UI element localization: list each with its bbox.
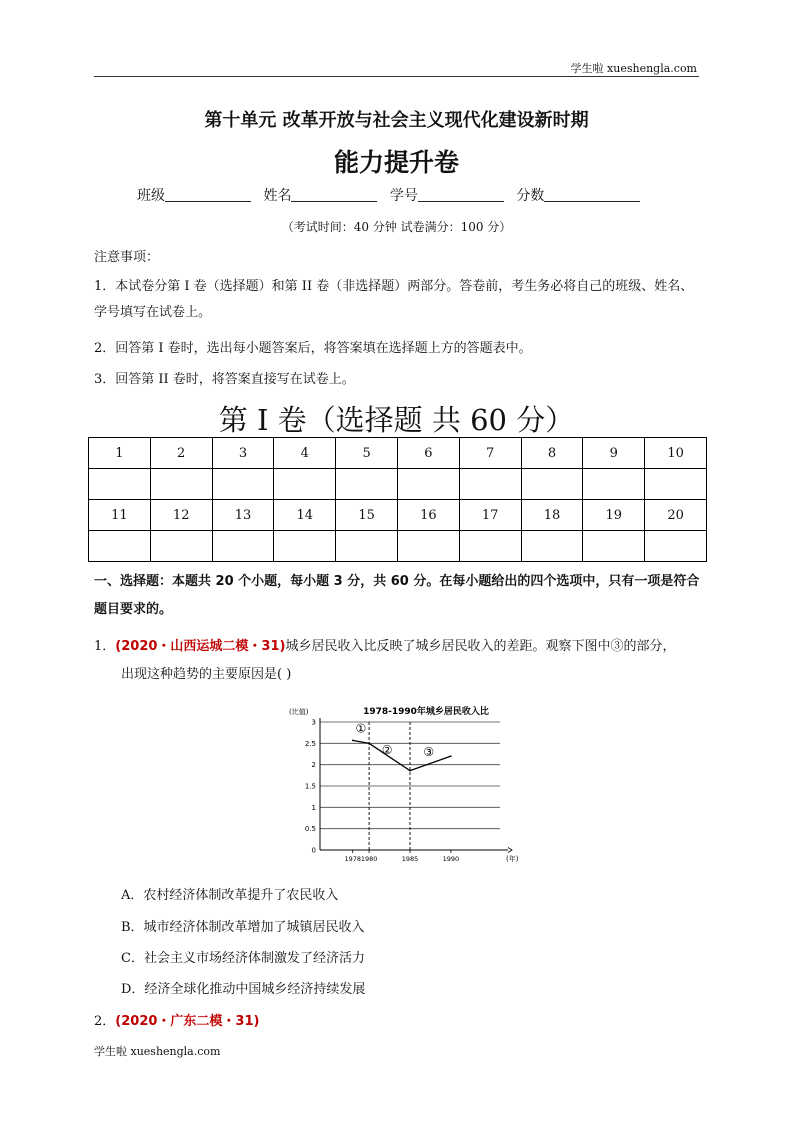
answer-cell[interactable] (645, 531, 707, 562)
qnum-cell: 4 (274, 438, 336, 469)
time-note: （考试时间：40 分钟 试卷满分：100 分） (281, 220, 512, 234)
chart-xlabel: (年) (506, 855, 519, 863)
chart-x-tick-label: 1990 (442, 855, 460, 863)
answer-cell[interactable] (212, 469, 274, 500)
qnum-cell: 9 (583, 438, 645, 469)
notice-item-2: 2．回答第 I 卷时，选出每小题答案后，将答案填在选择题上方的答题表中。 (94, 341, 532, 356)
answer-cell[interactable] (397, 531, 459, 562)
answer-table (88, 437, 707, 562)
qnum-cell: 10 (645, 438, 707, 469)
q2-line (94, 1009, 702, 1035)
score-label: 分数 (516, 188, 545, 204)
qnum-cell: 5 (336, 438, 398, 469)
answer-input-row-2 (89, 531, 707, 562)
paper-title: 能力提升卷 (333, 148, 459, 177)
chart-y-tick-label: 2 (311, 761, 316, 770)
qnum-cell: 15 (336, 500, 398, 531)
chart-y-tick-label: 0.5 (304, 825, 316, 834)
chart-y-tick-label: 3 (311, 718, 316, 727)
qnum-cell: 11 (89, 500, 151, 531)
answer-cell[interactable] (397, 469, 459, 500)
q1-option-a[interactable]: A．农村经济体制改革提升了农民收入 (121, 888, 339, 903)
qnum-cell: 2 (150, 438, 212, 469)
chart-ylabel: (比值) (289, 708, 309, 716)
chart-y-tick-label: 0 (311, 846, 316, 855)
qnum-cell: 17 (459, 500, 521, 531)
notice-item-1: 1．本试卷分第 I 卷（选择题）和第 II 卷（非选择题）两部分。答卷前，考生务必将自己的班级、姓名、学号填写在试卷上。 (94, 279, 694, 320)
chart-region-label: ③ (423, 745, 435, 760)
chart-title: 1978-1990年城乡居民收入比 (363, 707, 489, 717)
footer-site: 学生啦 xueshengla.com (94, 1045, 221, 1058)
answer-cell[interactable] (521, 469, 583, 500)
name-blank[interactable] (291, 187, 377, 202)
answer-cell[interactable] (521, 531, 583, 562)
q1-stem-2: 出现这种趋势的主要原因是( ) (121, 667, 292, 682)
qnum-cell: 14 (274, 500, 336, 531)
header-site: 学生啦 xueshengla.com (570, 62, 697, 75)
chart-x-tick-label: 1978 (344, 855, 362, 863)
qnum-cell: 18 (521, 500, 583, 531)
answer-header-row-2 (89, 500, 707, 531)
answer-cell[interactable] (274, 469, 336, 500)
answer-cell[interactable] (212, 531, 274, 562)
chart-data-point (409, 770, 411, 772)
id-blank[interactable] (418, 187, 504, 202)
q2-number: 2． (94, 1014, 116, 1029)
q1-option-c[interactable]: C．社会主义市场经济体制激发了经济活力 (121, 951, 365, 966)
answer-cell[interactable] (150, 531, 212, 562)
qnum-cell: 6 (397, 438, 459, 469)
answer-input-row-1 (89, 469, 707, 500)
chart-y-tick-label: 1 (311, 803, 316, 812)
chart-data-point (450, 755, 452, 757)
answer-cell[interactable] (336, 469, 398, 500)
qnum-cell: 1 (89, 438, 151, 469)
answer-cell[interactable] (89, 469, 151, 500)
qnum-cell: 12 (150, 500, 212, 531)
chart-x-axis-arrow (508, 848, 512, 853)
q1-stem-line (94, 634, 702, 660)
answer-cell[interactable] (150, 469, 212, 500)
chart-region-label: ② (381, 743, 393, 757)
chart-x-tick-label: 1980 (360, 855, 378, 863)
chart-y-tick-label: 2.5 (304, 739, 316, 748)
answer-header-row-1 (89, 438, 707, 469)
class-blank[interactable] (165, 187, 251, 202)
qnum-cell: 7 (459, 438, 521, 469)
answer-cell[interactable] (89, 531, 151, 562)
score-blank[interactable] (544, 187, 640, 202)
qnum-cell: 13 (212, 500, 274, 531)
qnum-cell: 8 (521, 438, 583, 469)
name-label: 姓名 (263, 188, 292, 204)
chart-data-point (368, 743, 370, 745)
notice-item-3: 3．回答第 II 卷时，将答案直接写在试卷上。 (94, 372, 355, 387)
q1-number: 1． (94, 639, 116, 654)
qnum-cell: 16 (397, 500, 459, 531)
class-label: 班级 (137, 188, 165, 204)
income-ratio-chart (286, 700, 531, 870)
header-divider (94, 76, 699, 77)
answer-cell[interactable] (583, 531, 645, 562)
qnum-cell: 20 (645, 500, 707, 531)
q1-source: (2020・山西运城二模・31) (115, 639, 286, 654)
notice-heading: 注意事项： (94, 250, 160, 265)
answer-cell[interactable] (645, 469, 707, 500)
qnum-cell: 3 (212, 438, 274, 469)
q1-option-d[interactable]: D．经济全球化推动中国城乡经济持续发展 (121, 982, 366, 997)
chart-data-point (352, 740, 354, 742)
volume-title: 第 I 卷（选择题 共 60 分） (218, 403, 575, 437)
q2-source: (2020・广东二模・31) (115, 1014, 260, 1029)
chart-x-tick-label: 1985 (401, 855, 419, 863)
answer-cell[interactable] (459, 531, 521, 562)
answer-cell[interactable] (274, 531, 336, 562)
qnum-cell: 19 (583, 500, 645, 531)
section-instructions: 一、选择题：本题共 20 个小题，每小题 3 分，共 60 分。在每小题给出的四个选项中，只有一项是符合题目要求的。 (94, 574, 700, 617)
student-info-fields (137, 185, 648, 205)
id-label: 学号 (389, 188, 418, 204)
chart-series-line (353, 740, 451, 770)
q1-option-b[interactable]: B．城市经济体制改革增加了城镇居民收入 (121, 920, 365, 935)
answer-cell[interactable] (459, 469, 521, 500)
chart-region-label: ① (355, 721, 367, 736)
unit-title: 第十单元 改革开放与社会主义现代化建设新时期 (204, 110, 589, 131)
answer-cell[interactable] (583, 469, 645, 500)
chart-y-tick-label: 1.5 (304, 782, 316, 791)
answer-cell[interactable] (336, 531, 398, 562)
q1-stem: 城乡居民收入比反映了城乡居民收入的差距。观察下图中③的部分， (285, 639, 676, 654)
